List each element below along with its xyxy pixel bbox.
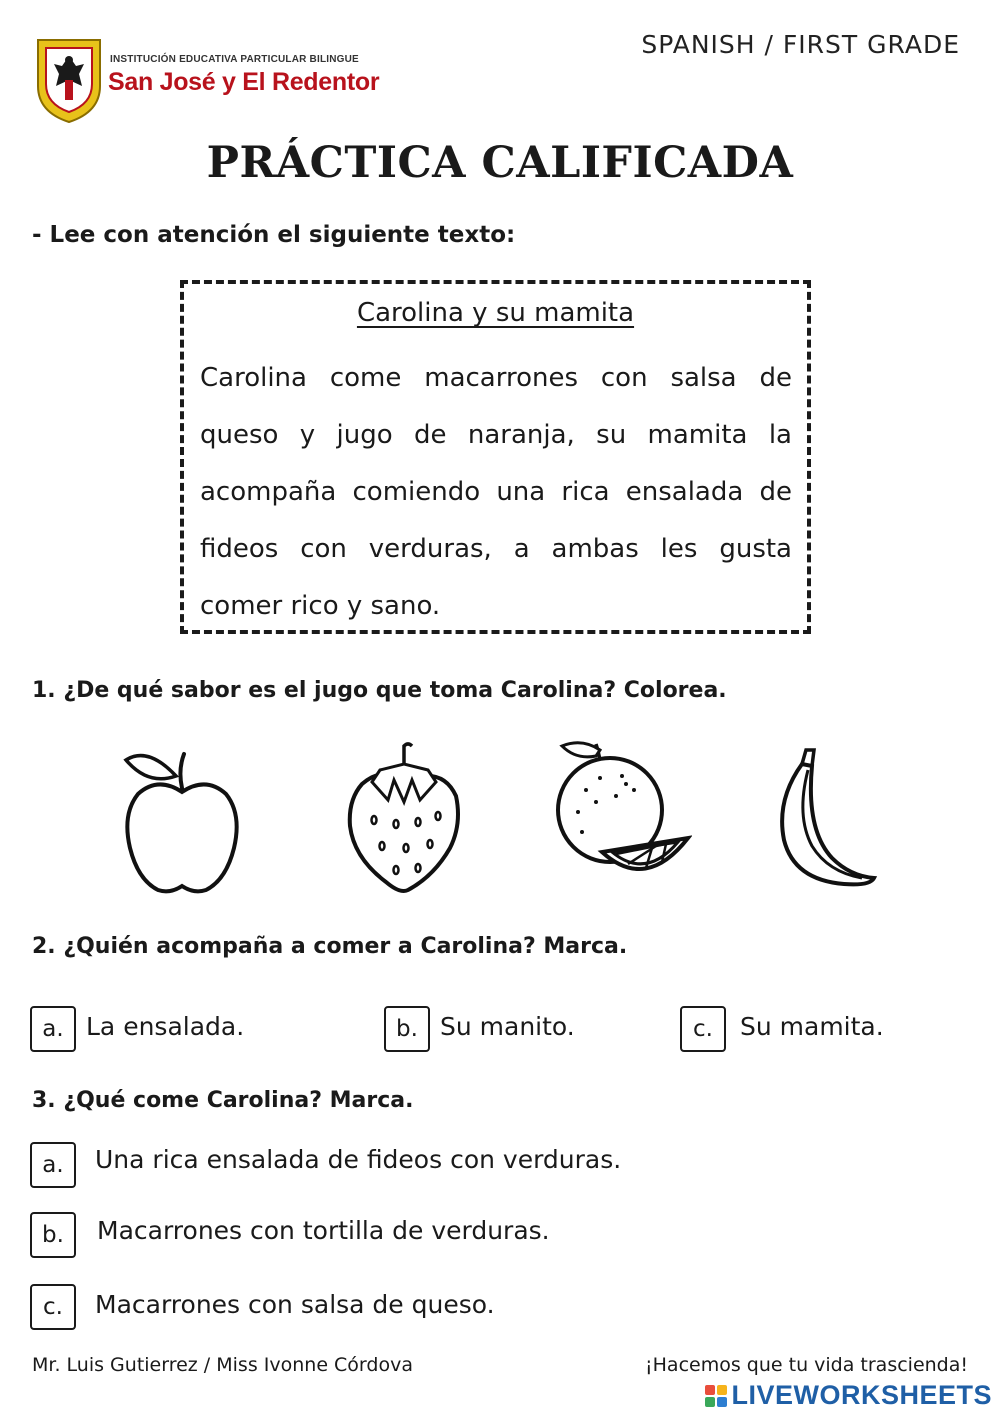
instruction-text: - Lee con atención el siguiente texto: (32, 222, 516, 248)
q2-option-a-text: La ensalada. (86, 1012, 245, 1041)
school-subtitle: INSTITUCIÓN EDUCATIVA PARTICULAR BILINGUE (110, 54, 359, 65)
q3-option-c-text: Macarrones con salsa de queso. (95, 1290, 495, 1319)
question-2: 2. ¿Quién acompaña a comer a Carolina? Marca. (32, 934, 628, 959)
q3-option-a-text: Una rica ensalada de fideos con verduras. (95, 1145, 622, 1174)
banana-icon[interactable] (772, 740, 880, 892)
footer-teachers: Mr. Luis Gutierrez / Miss Ivonne Córdova (32, 1354, 413, 1376)
q2-option-c-text: Su mamita. (740, 1012, 884, 1041)
q3-option-b-checkbox[interactable]: b. (30, 1212, 76, 1258)
school-name: San José y El Redentor (108, 68, 380, 96)
q2-option-b-text: Su manito. (440, 1012, 575, 1041)
question-3: 3. ¿Qué come Carolina? Marca. (32, 1088, 414, 1113)
orange-icon[interactable] (556, 740, 692, 896)
page-title: PRÁCTICA CALIFICADA (206, 138, 794, 188)
strawberry-icon[interactable] (342, 740, 466, 900)
q3-option-a-checkbox[interactable]: a. (30, 1142, 76, 1188)
liveworksheets-brand[interactable] (705, 1380, 992, 1411)
q2-option-a-checkbox[interactable]: a. (30, 1006, 76, 1052)
q2-option-b-checkbox[interactable]: b. (384, 1006, 430, 1052)
liveworksheets-label: LIVEWORKSHEETS (731, 1380, 992, 1410)
liveworksheets-logo-icon (705, 1385, 727, 1407)
q3-option-b-text: Macarrones con tortilla de verduras. (97, 1216, 550, 1245)
reading-title: Carolina y su mamita (356, 298, 635, 328)
school-crest-logo (34, 36, 104, 124)
apple-icon[interactable] (118, 740, 246, 900)
reading-text: Carolina come macarrones con salsa de queso y jugo de naranja, su mamita la acompaña comiendo una rica ensalada de fideos con verduras, a ambas les gusta comer rico y sano. (200, 363, 792, 621)
grade-label: SPANISH / FIRST GRADE (641, 30, 960, 59)
q2-option-c-checkbox[interactable]: c. (680, 1006, 726, 1052)
question-1: 1. ¿De qué sabor es el jugo que toma Carolina? Colorea. (32, 678, 727, 703)
footer-motto: ¡Hacemos que tu vida trascienda! (645, 1354, 968, 1376)
q3-option-c-checkbox[interactable]: c. (30, 1284, 76, 1330)
